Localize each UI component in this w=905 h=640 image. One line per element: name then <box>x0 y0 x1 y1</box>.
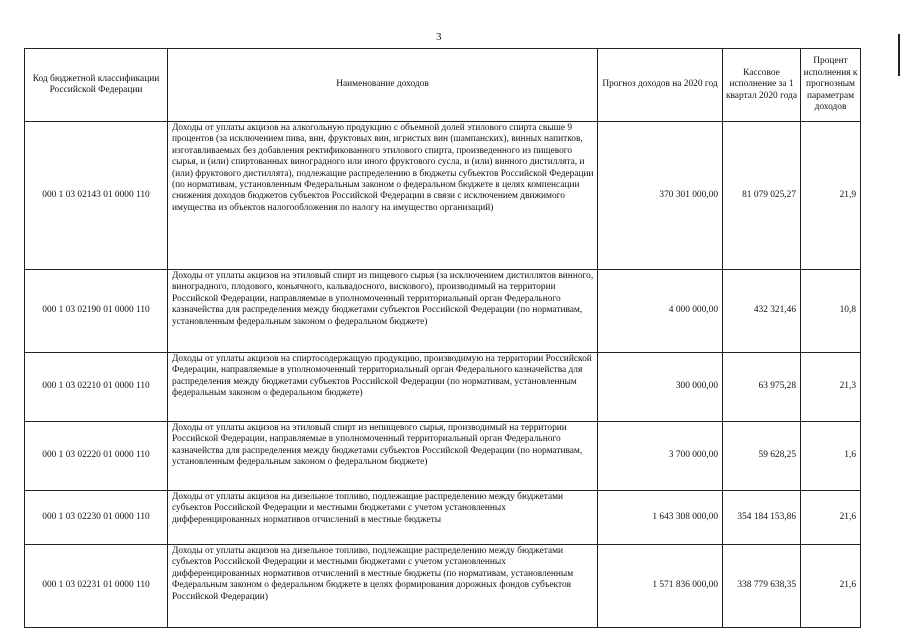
row-forecast: 370 301 000,00 <box>598 122 723 270</box>
row-percent: 10,8 <box>801 270 861 353</box>
row-name: Доходы от уплаты акцизов на дизельное топливо, подлежащие распределению между бюджетами субъектов Российской Федерации и местными бюджетами с учетом установленных дифференцированных нормативов отчислений в местные бюджеты (по нормативам, установленным Федеральным законом о федеральном бюджете в целях формирования дорожных фондов субъектов Российской Федерации) <box>168 545 598 628</box>
row-execution: 63 975,28 <box>723 353 801 422</box>
row-forecast: 4 000 000,00 <box>598 270 723 353</box>
row-forecast: 3 700 000,00 <box>598 422 723 491</box>
row-percent: 21,3 <box>801 353 861 422</box>
row-code: 000 1 03 02220 01 0000 110 <box>25 422 168 491</box>
row-name: Доходы от уплаты акцизов на этиловый спирт из непищевого сырья, производимый на территории Российской Федерации, направляемые в уполномоченный территориальный орган Федерального казначейства для распределения между бюджетами субъектов Российской Федерации (по нормативам, установленным федеральным законом о федеральном бюджете) <box>168 422 598 491</box>
header-execution: Кассовое исполнение за 1 квартал 2020 года <box>723 49 801 122</box>
row-forecast: 1 571 836 000,00 <box>598 545 723 628</box>
row-forecast: 300 000,00 <box>598 353 723 422</box>
row-percent: 21,9 <box>801 122 861 270</box>
row-percent: 1,6 <box>801 422 861 491</box>
header-percent: Процент исполнения к прогнозным параметрам доходов <box>801 49 861 122</box>
row-execution: 432 321,46 <box>723 270 801 353</box>
table-row <box>25 270 861 353</box>
revenue-table <box>24 48 861 628</box>
table-header-row <box>25 49 861 122</box>
row-code: 000 1 03 02230 01 0000 110 <box>25 491 168 545</box>
table-row <box>25 545 861 628</box>
row-execution: 81 079 025,27 <box>723 122 801 270</box>
page-number: 3 <box>436 31 442 43</box>
header-name: Наименование доходов <box>168 49 598 122</box>
row-code: 000 1 03 02231 01 0000 110 <box>25 545 168 628</box>
table-row <box>25 422 861 491</box>
header-forecast: Прогноз доходов на 2020 год <box>598 49 723 122</box>
row-execution: 59 628,25 <box>723 422 801 491</box>
row-name: Доходы от уплаты акцизов на этиловый спирт из пищевого сырья (за исключением дистиллятов винного, виноградного, плодового, коньячного, кальвадосного, вискового), производимый на территории Российской Федерации, направляемые в уполномоченный территориальный орган Федерального казначейства для распределения между бюджетами субъектов Российской Федерации (по нормативам, установленным федеральным законом о федеральном бюджете) <box>168 270 598 353</box>
table-row <box>25 353 861 422</box>
table-row <box>25 122 861 270</box>
row-percent: 21,6 <box>801 491 861 545</box>
row-execution: 354 184 153,86 <box>723 491 801 545</box>
page-edge-mark <box>898 34 900 76</box>
row-forecast: 1 643 308 000,00 <box>598 491 723 545</box>
row-code: 000 1 03 02190 01 0000 110 <box>25 270 168 353</box>
row-name: Доходы от уплаты акцизов на дизельное топливо, подлежащие распределению между бюджетами субъектов Российской Федерации и местными бюджетами с учетом установленных дифференцированных нормативов отчислений в местные бюджеты <box>168 491 598 545</box>
row-percent: 21,6 <box>801 545 861 628</box>
row-name: Доходы от уплаты акцизов на алкогольную продукцию с объемной долей этилового спирта свыше 9 процентов (за исключением пива, вин, фруктовых вин, игристых вин (шампанских), винных напитков, изготавливаемых без добавления ректификованного этилового спирта, произведенного из пищевого сырья, и (или) спиртованных виноградного или иного фруктового сусла, и (или) винного дистиллята, и (или) фруктового дистиллята), подлежащие распределению в бюджеты субъектов Российской Федерации (по нормативам, установленным Федеральным законом о федеральном бюджете в целях компенсации снижения доходов бюджетов субъектов Российской Федерации в связи с исключением движимого имущества из объектов налогообложения по налогу на имущество организаций) <box>168 122 598 270</box>
header-code: Код бюджетной классификации Российской Федерации <box>25 49 168 122</box>
row-execution: 338 779 638,35 <box>723 545 801 628</box>
table-row <box>25 491 861 545</box>
row-code: 000 1 03 02143 01 0000 110 <box>25 122 168 270</box>
row-name: Доходы от уплаты акцизов на спиртосодержащую продукцию, производимую на территории Российской Федерации, направляемые в уполномоченный территориальный орган Федерального казначейства для распределения между бюджетами субъектов Российской Федерации (по нормативам, установленным федеральным законом о федеральном бюджете) <box>168 353 598 422</box>
row-code: 000 1 03 02210 01 0000 110 <box>25 353 168 422</box>
